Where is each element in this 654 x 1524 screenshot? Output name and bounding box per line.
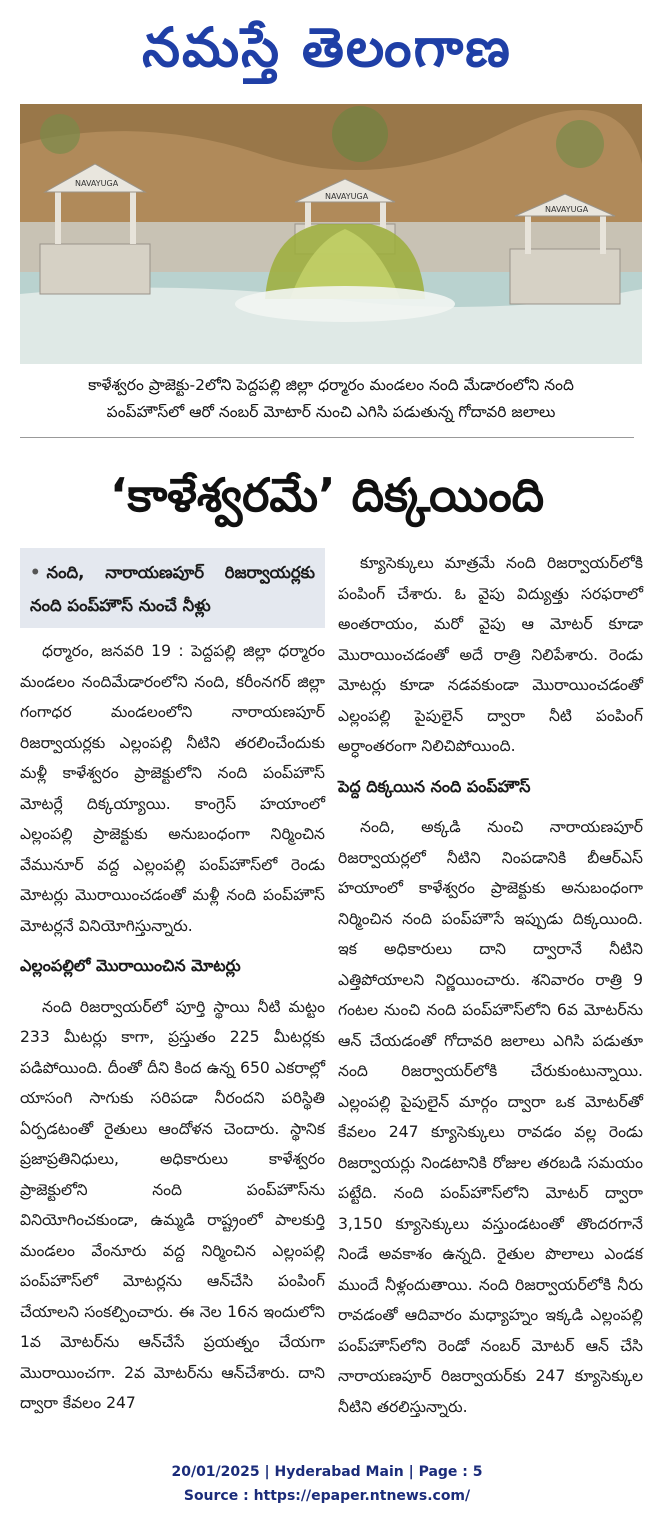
paragraph: నంది, అక్కడి నుంచి నారాయణపూర్ రిజర్వాయర్లలో నీటిని నింపడానికి బీఆర్‌ఎస్ హయాంలో కాళేశ్వరం ప్రాజెక్టుకు అనుబంధంగా నిర్మించిన నంది పంప్‌హౌసే ఇప్పుడు దిక్కయింది. ఇక అధికారులు దాని ద్వారానే నీటిని ఎత్తిపోయాలని నిర్ణయించారు. శనివారం రాత్రి 9 గంటల నుంచి నంది పంప్‌హౌస్‌లోని 6వ మోటర్‌ను ఆన్ చేయడంతో గోదావరి జలాలు ఎగిసి పడుతూ నంది రిజర్వాయర్‌లోకి చేరుకుంటున్నాయి. ఎల్లంపల్లి పైపులైన్ మార్గం ద్వారా ఒక మోటర్‌తో కేవలం 247 క్యూసెక్కులు రావడం వల్ల రెండు రిజర్వాయర్లు నిండటానికి రోజుల తరబడి సమయం పట్టేది. నంది పంప్‌హౌస్‌లోని మోటర్ ద్వారా 3,150 క్యూసెక్కులు వస్తుండటంతో తొందరగానే నిండే అవకాశం ఉన్నది. రైతుల పొలాలు ఎండక ముందే నీళ్లందుతాయి. నంది రిజర్వాయర్‌లోకి నీరు రావడంతో ఆదివారం మధ్యాహ్నం ఇక్కడి ఎల్లంపల్లి పంప్‌హౌస్‌లోని రెండో నంబర్ మోటర్ ఆన్ చేసి నారాయణపూర్ రిజర్వాయర్‌కు 247 క్యూసెక్కుల నీటిని తరలిస్తున్నారు. bbox=[338, 818, 643, 1416]
highlight-text: నంది, నారాయణపూర్ రిజర్వాయర్లకు నంది పంప్‌హౌస్ నుంచే నీళ్లు bbox=[30, 563, 315, 615]
news-photo bbox=[20, 104, 642, 364]
paragraph: ధర్మారం, జనవరి 19 : పెద్దపల్లి జిల్లా ధర్మారం మండలం నందిమేడారంలోని నంది, కరీంనగర్ జిల్లా గంగాధర మండలంలోని నారాయణపూర్ రిజర్వాయర్లకు ఎల్లంపల్లి నీటిని తరలించేందుకు మళ్లీ కాళేశ్వరం ప్రాజెక్టులోని నంది పంప్‌హౌస్ మోటర్లే దిక్కయ్యాయి. కాంగ్రెస్ హయాంలో ఎల్లంపల్లి ప్రాజెక్టుకు అనుబంధంగా నిర్మించిన వేమునూర్ వద్ద ఎల్లంపల్లి పంప్‌హౌస్‌లో రెండు మోటర్లు మొరాయించడంతో మళ్లీ నంది పంప్‌హౌస్ మోటర్లనే వినియోగిస్తున్నారు. bbox=[20, 642, 325, 935]
subheading: పెద్ద దిక్కయిన నంది పంప్‌హౌస్ bbox=[338, 776, 531, 796]
page-footer bbox=[0, 1460, 654, 1508]
pump-sign: NAVAYUGA bbox=[325, 192, 369, 201]
bullet-icon: • bbox=[30, 563, 41, 582]
caption-line-1: కాళేశ్వరం ప్రాజెక్టు-2లోని పెద్దపల్లి జిల్లా ధర్మారం మండలం నంది మేడారంలోని నంది bbox=[88, 376, 574, 394]
photo-caption bbox=[20, 372, 642, 426]
article-column-left bbox=[20, 548, 325, 1419]
source-link[interactable]: Source : https://epaper.ntnews.com/ bbox=[183, 1488, 471, 1504]
caption-divider bbox=[20, 437, 634, 438]
caption-line-2: పంప్‌హౌస్‌లో ఆరో నంబర్ మోటార్ నుంచి ఎగిసి పడుతున్న గోదావరి జలాలు bbox=[106, 403, 556, 421]
paragraph: క్యూసెక్కులు మాత్రమే నంది రిజర్వాయర్‌లోకి పంపింగ్ చేశారు. ఓ వైపు విద్యుత్తు సరఫరాలో అంతరాయం, మరో వైపు ఆ మోటర్ కూడా మొరాయించడంతో అదే రాత్రి నిలిపేశారు. రెండు మోటర్లు కూడా నడవకుండా మొరాయించడంతో ఎల్లంపల్లి పైపులైన్ ద్వారా నీటి పంపింగ్ అర్ధాంతరంగా నిలిచిపోయింది. bbox=[338, 554, 643, 755]
pump-sign: NAVAYUGA bbox=[545, 205, 589, 214]
edition-info: 20/01/2025 | Hyderabad Main | Page : 5 bbox=[171, 1464, 483, 1480]
pumphouse-illustration bbox=[20, 104, 642, 364]
pumphouse-right bbox=[510, 194, 620, 304]
pump-sign: NAVAYUGA bbox=[75, 179, 119, 188]
highlight-box bbox=[20, 548, 325, 628]
article-column-right bbox=[338, 548, 643, 1422]
masthead-title: నమస్తే తెలంగాణ bbox=[142, 16, 512, 79]
subheading: ఎల్లంపల్లిలో మొరాయించిన మోటర్లు bbox=[20, 956, 241, 975]
article-headline: ‘కాళేశ్వరమే’ దిక్కయింది bbox=[109, 468, 545, 522]
paragraph: నంది రిజర్వాయర్‌లో పూర్తి స్థాయి నీటి మట్టం 233 మీటర్లు కాగా, ప్రస్తుతం 225 మీటర్లకు పడిపోయింది. దీంతో దీని కింద ఉన్న 650 ఎకరాల్లో యాసంగి సాగుకు సరిపడా నీరందని పరిస్థితి ఏర్పడటంతో రైతులు ఆందోళన చెందారు. స్థానిక ప్రజాప్రతినిధులు, అధికారులు కాళేశ్వరం ప్రాజెక్టులోని నంది పంప్‌హౌస్‌ను వినియోగించకుండా, ఉమ్మడి రాష్ట్రంలో పాలకుర్తి మండలం వేంనూరు వద్ద నిర్మించిన ఎల్లంపల్లి పంప్‌హౌస్‌లో మోటర్లను ఆన్‌చేసి పంపింగ్ చేయాలని సంకల్పించారు. ఈ నెల 16న ఇందులోని 1వ మోటర్‌ను ఆన్‌చేసే ప్రయత్నం చేయగా మొరాయించగా. 2వ మోటర్‌ను ఆన్‌చేశారు. దాని ద్వారా కేవలం 247 bbox=[20, 997, 325, 1412]
